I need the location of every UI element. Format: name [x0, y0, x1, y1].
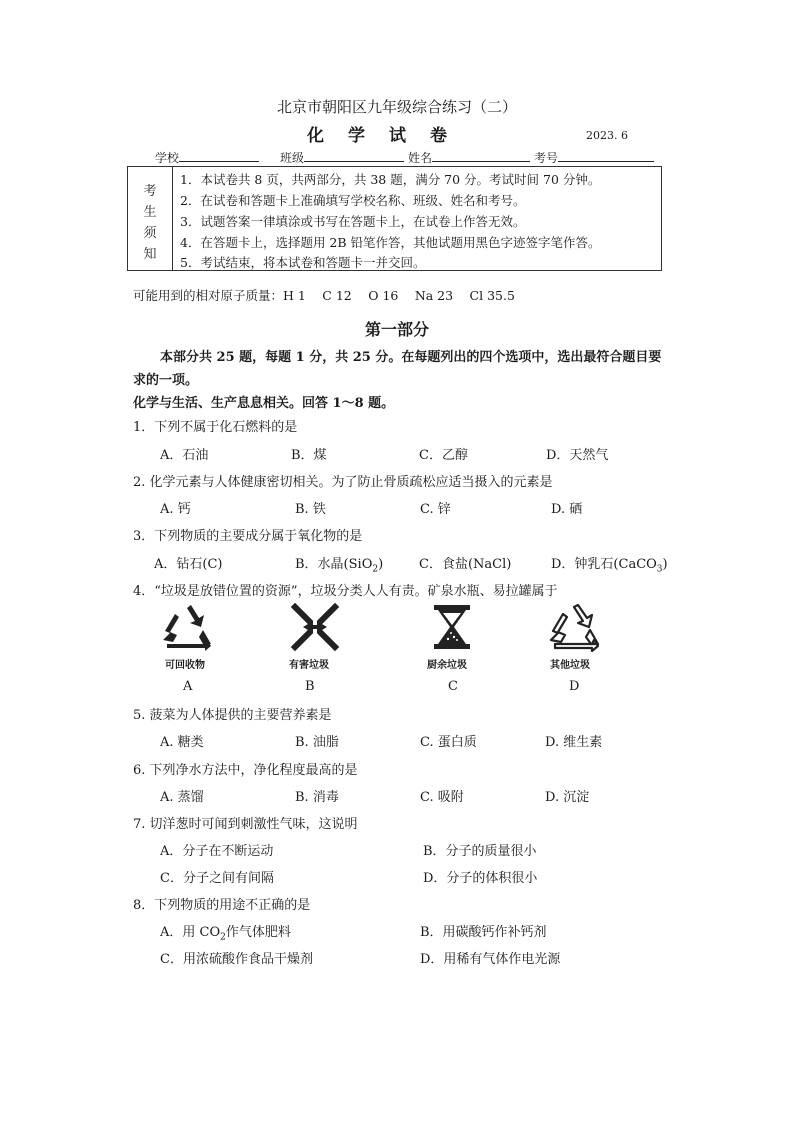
exam-no-field — [558, 149, 654, 162]
notice-item: 2．在试卷和答题卡上准确填写学校名称、班级、姓名和考号。 — [180, 193, 526, 208]
q7-option-d: D．分子的体积很小 — [423, 871, 538, 886]
school-label: 学校 — [155, 151, 180, 165]
name-field — [432, 149, 530, 162]
q3-b-text: B．水晶(SiO — [295, 557, 373, 572]
q3-option-b — [295, 553, 383, 575]
q3-d-close: ) — [662, 557, 668, 572]
q6-option-b: B. 消毒 — [295, 790, 339, 805]
info-class — [280, 149, 404, 166]
recycle-outline-icon — [546, 604, 602, 652]
exam-date: 2023. 6 — [586, 129, 628, 142]
exam-no-label: 考号 — [534, 151, 559, 165]
other-waste-label: 其他垃圾 — [550, 660, 590, 671]
question-3-stem: 3．下列物质的主要成分属于氧化物的是 — [133, 529, 363, 544]
q3-b-subscript: 2 — [372, 564, 379, 575]
class-label: 班级 — [280, 151, 305, 165]
class-field — [304, 149, 404, 162]
q4-option-d: D — [569, 679, 580, 694]
atomic-masses: 可能用到的相对原子质量：H 1 C 12 O 16 Na 23 Cl 35.5 — [133, 288, 515, 303]
hazardous-icon — [287, 603, 343, 651]
hourglass-icon — [424, 603, 480, 651]
exam-title: 北京市朝阳区九年级综合练习（二） — [276, 98, 517, 116]
q5-option-c: C. 蛋白质 — [420, 735, 477, 750]
question-7-stem: 7. 切洋葱时可闻到刺激性气味，这说明 — [133, 817, 358, 832]
info-exam-no — [534, 149, 654, 166]
question-2-stem: 2. 化学元素与人体健康密切相关。为了防止骨质疏松应适当摄入的元素是 — [133, 475, 553, 490]
q2-option-c: C. 锌 — [420, 502, 451, 517]
notice-item: 4．在答题卡上，选择题用 2B 铅笔作答，其他试题用黑色字迹签字笔作答。 — [180, 235, 601, 250]
section-title: 第一部分 — [364, 320, 429, 339]
q7-option-b: B．分子的质量很小 — [423, 844, 537, 859]
q8-option-a — [160, 921, 291, 943]
q8-a-subscript: 2 — [220, 932, 226, 943]
name-label: 姓名 — [408, 151, 433, 165]
q8-a-rest: 作气体肥料 — [225, 925, 291, 940]
notice-item: 3．试题答案一律填涂或书写在答题卡上，在试卷上作答无效。 — [180, 214, 526, 229]
notice-head-char: 知 — [143, 247, 157, 262]
q6-option-d: D. 沉淀 — [545, 790, 590, 805]
q6-option-a: A. 蒸馏 — [160, 790, 204, 805]
q3-option-c: C．食盐(NaCl) — [419, 557, 512, 572]
q5-option-b: B. 油脂 — [295, 735, 339, 750]
q2-option-b: B. 铁 — [295, 502, 326, 517]
exam-subtitle: 化学试卷 — [307, 126, 471, 146]
hazardous-label: 有害垃圾 — [289, 660, 329, 671]
notice-heading — [128, 167, 173, 270]
notice-item: 1．本试卷共 8 页，共两部分，共 38 题，满分 70 分。考试时间 70 分钟。 — [180, 172, 601, 187]
section-intro: 本部分共 25 题，每题 1 分，共 25 分。在每题列出的四个选项中，选出最符合题目要 — [160, 350, 662, 365]
q1-option-a: A．石油 — [160, 448, 209, 463]
q5-option-a: A. 糖类 — [160, 735, 204, 750]
q4-option-b: B — [305, 679, 315, 694]
q2-option-d: D. 硒 — [551, 502, 583, 517]
q3-d-subscript: 3 — [656, 564, 663, 575]
notice-head-char: 考 — [143, 184, 157, 199]
q8-option-b: B．用碳酸钙作补钙剂 — [420, 925, 547, 940]
question-8-stem: 8．下列物质的用途不正确的是 — [133, 898, 311, 913]
q5-option-d: D. 维生素 — [545, 735, 603, 750]
group-intro: 化学与生活、生产息息相关。回答 1～8 题。 — [133, 396, 395, 411]
q2-option-a: A. 钙 — [160, 502, 191, 517]
question-1-stem: 1．下列不属于化石燃料的是 — [133, 420, 298, 435]
notice-head-char: 须 — [143, 226, 157, 241]
question-6-stem: 6. 下列净水方法中，净化程度最高的是 — [133, 763, 358, 778]
kitchen-label: 厨余垃圾 — [427, 660, 467, 671]
question-5-stem: 5. 菠菜为人体提供的主要营养素是 — [133, 708, 332, 723]
question-4-stem: 4．“垃圾是放错位置的资源”，垃圾分类人人有责。矿泉水瓶、易拉罐属于 — [133, 584, 558, 599]
q7-option-c: C．分子之间有间隔 — [160, 871, 274, 886]
notice-item: 5．考试结束，将本试卷和答题卡一并交回。 — [180, 255, 426, 270]
q4-option-c: C — [448, 679, 458, 694]
recycle-label: 可回收物 — [165, 660, 205, 671]
q8-option-c: C．用浓硫酸作食品干燥剂 — [160, 952, 313, 967]
q3-d-text: D．钟乳石(CaCO — [551, 557, 657, 572]
q8-option-d: D．用稀有气体作电光源 — [420, 952, 561, 967]
q1-option-b: B．煤 — [291, 448, 327, 463]
notice-box — [127, 166, 662, 271]
q3-option-a: A．钻石(C) — [154, 557, 223, 572]
info-school — [155, 149, 259, 166]
recycle-icon — [159, 604, 215, 652]
q1-option-c: C．乙醇 — [419, 448, 468, 463]
q1-option-d: D．天然气 — [546, 448, 609, 463]
school-field — [179, 149, 259, 162]
q6-option-c: C. 吸附 — [420, 790, 464, 805]
notice-head-char: 生 — [143, 205, 157, 220]
q4-option-a: A — [183, 679, 193, 694]
q7-option-a: A．分子在不断运动 — [160, 844, 274, 859]
q8-a-text: A．用 CO — [160, 925, 221, 940]
section-intro-cont: 求的一项。 — [133, 373, 199, 388]
q3-b-close: ) — [378, 557, 384, 572]
info-name — [408, 149, 530, 166]
q3-option-d — [551, 553, 668, 575]
